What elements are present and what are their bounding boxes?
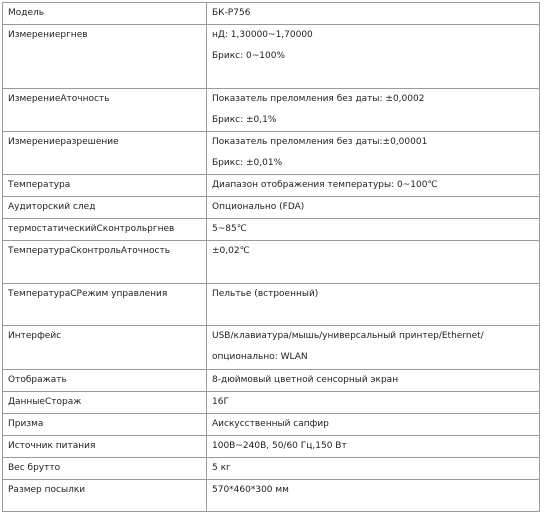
table-row <box>3 370 540 392</box>
row-label: ТемпературaСконтрольАточность <box>3 241 207 284</box>
row-value <box>207 458 540 480</box>
table-row <box>3 414 540 436</box>
row-label: ТемпературaСРежим управления <box>3 284 207 326</box>
table-row <box>3 480 540 512</box>
table-row <box>3 89 540 132</box>
row-value <box>207 241 540 284</box>
table-row <box>3 241 540 284</box>
row-value-line: Аискусственный сапфир <box>212 419 329 429</box>
row-value <box>207 480 540 512</box>
row-value <box>207 175 540 197</box>
row-value-line: Брикс: ±0,01% <box>212 158 283 168</box>
row-label: Измерениергнев <box>3 25 207 89</box>
table-row <box>3 25 540 89</box>
row-label: Аудиторский след <box>3 197 207 219</box>
row-label: Модель <box>3 3 207 25</box>
row-value <box>207 219 540 241</box>
row-label: ДанныеСторaж <box>3 392 207 414</box>
row-value-line: Брикс: 0~100% <box>212 51 286 61</box>
row-value-line: Опционально (FDA) <box>212 202 305 212</box>
row-value-line: 570*460*300 мм <box>212 485 289 495</box>
table-row <box>3 132 540 175</box>
table-row <box>3 175 540 197</box>
table-row <box>3 197 540 219</box>
row-value-line: БК-Р756 <box>212 8 251 18</box>
row-label: Температура <box>3 175 207 197</box>
row-value <box>207 436 540 458</box>
row-value <box>207 25 540 89</box>
row-value <box>207 326 540 370</box>
spec-table <box>2 2 540 512</box>
row-value-line: Показатель преломления без даты:±0,00001 <box>212 137 428 147</box>
table-row <box>3 284 540 326</box>
row-value-line: опционально: WLAN <box>212 352 308 362</box>
row-label: Отображать <box>3 370 207 392</box>
row-label: Вес брутто <box>3 458 207 480</box>
row-value-line: Пельтье (встроенный) <box>212 289 319 299</box>
table-row <box>3 326 540 370</box>
row-value-line: 100В~240В, 50/60 Гц,150 Вт <box>212 441 347 451</box>
row-value-line: 5~85℃ <box>212 224 247 234</box>
row-label: Размер посылки <box>3 480 207 512</box>
table-row <box>3 3 540 25</box>
row-value-line: 16Г <box>212 397 229 407</box>
row-value-line: 5 кг <box>212 463 231 473</box>
row-value-line: Диапазон отображения температуры: 0~100℃ <box>212 180 438 190</box>
table-row <box>3 219 540 241</box>
table-row <box>3 458 540 480</box>
row-value <box>207 370 540 392</box>
table-row <box>3 392 540 414</box>
row-value <box>207 132 540 175</box>
row-value-line: USB/клавиатура/мышь/универсальный принтер/Ethernet/ <box>212 331 484 341</box>
row-value-line: 8-дюймовый цветной сенсорный экран <box>212 375 399 385</box>
table-row <box>3 436 540 458</box>
row-label: Источник питания <box>3 436 207 458</box>
row-value <box>207 284 540 326</box>
row-value-line: Брикс: ±0,1% <box>212 115 277 125</box>
row-value <box>207 414 540 436</box>
spec-table-body <box>3 3 540 512</box>
row-value-line: Показатель преломления без даты: ±0,0002 <box>212 94 425 104</box>
row-label: ИзмерениеАточность <box>3 89 207 132</box>
row-value <box>207 3 540 25</box>
row-label: Призма <box>3 414 207 436</box>
row-label: Измерениеразрешение <box>3 132 207 175</box>
row-value-line: нД: 1,30000~1,70000 <box>212 30 313 40</box>
row-label: Интерфейс <box>3 326 207 370</box>
row-value <box>207 89 540 132</box>
row-value <box>207 392 540 414</box>
row-value-line: ±0,02℃ <box>212 246 250 256</box>
row-label: термостатическийСконтрольргнев <box>3 219 207 241</box>
row-value <box>207 197 540 219</box>
